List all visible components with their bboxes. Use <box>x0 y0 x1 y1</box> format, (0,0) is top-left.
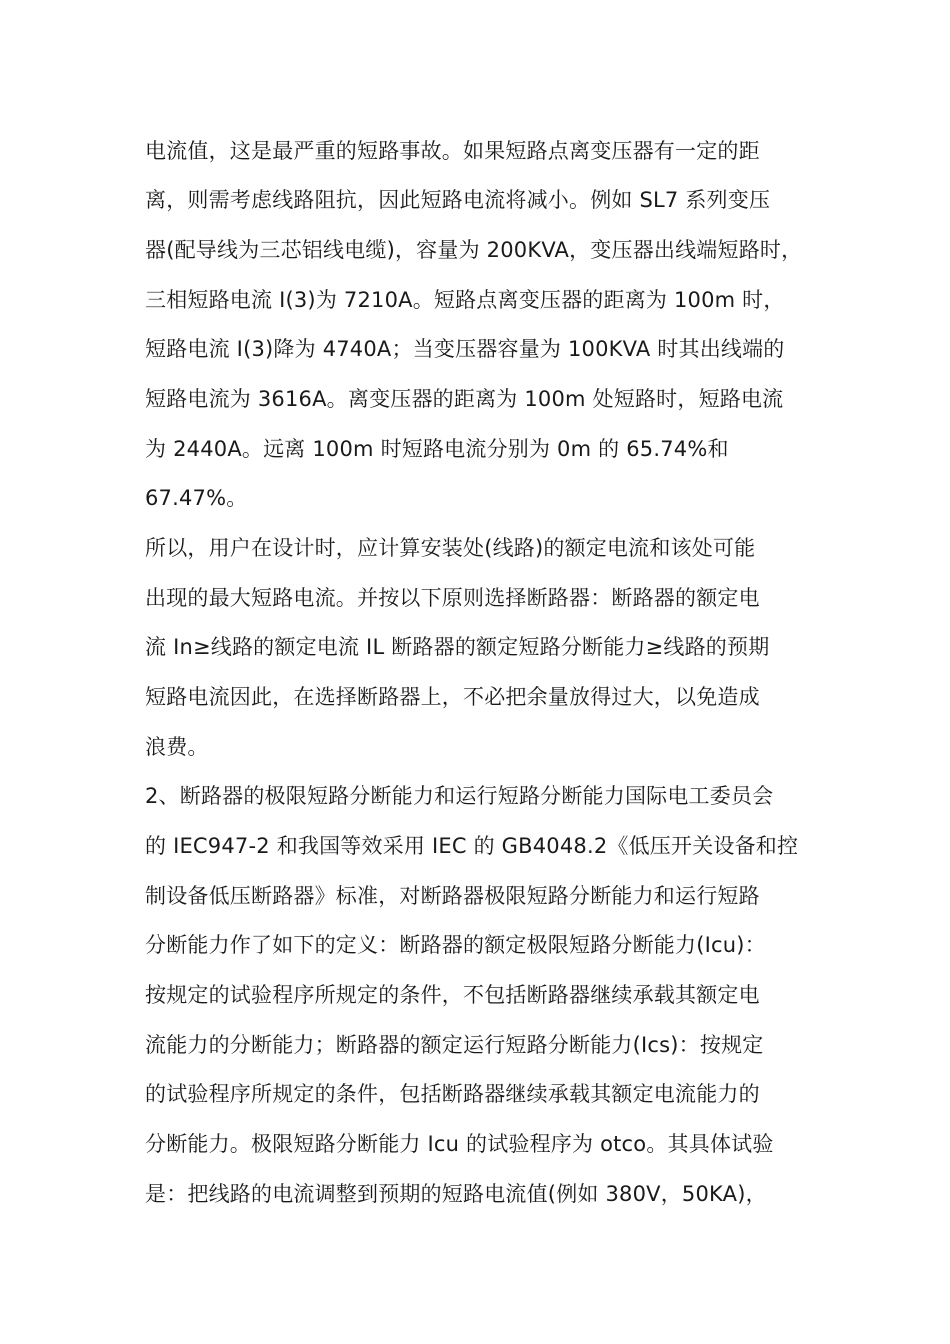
text-line: 是：把线路的电流调整到预期的短路电流值(例如 380V，50KA)， <box>145 1182 767 1206</box>
text-line: 流能力的分断能力；断路器的额定运行短路分断能力(Ics)：按规定 <box>145 1033 764 1057</box>
text-line: 的 IEC947-2 和我国等效采用 IEC 的 GB4048.2《低压开关设备和控 <box>145 834 799 858</box>
text-line: 流 In≥线路的额定电流 IL 断路器的额定短路分断能力≥线路的预期 <box>145 635 770 659</box>
text-line: 为 2440A。远离 100m 时短路电流分别为 0m 的 65.74%和 <box>145 437 729 461</box>
text-line: 短路电流 I(3)降为 4740A；当变压器容量为 100KVA 时其出线端的 <box>145 337 785 361</box>
text-line: 浪费。 <box>145 735 209 759</box>
text-line: 出现的最大短路电流。并按以下原则选择断路器：断路器的额定电 <box>145 586 760 610</box>
text-line: 三相短路电流 I(3)为 7210A。短路点离变压器的距离为 100m 时， <box>145 288 785 312</box>
text-line: 的试验程序所规定的条件，包括断路器继续承载其额定电流能力的 <box>145 1082 760 1106</box>
text-line: 分断能力作了如下的定义：断路器的额定极限短路分断能力(Icu)： <box>145 933 766 957</box>
text-line: 短路电流为 3616A。离变压器的距离为 100m 处短路时，短路电流 <box>145 387 784 411</box>
text-line: 分断能力。极限短路分断能力 Icu 的试验程序为 otco。其具体试验 <box>145 1132 774 1156</box>
text-line: 67.47%。 <box>145 486 248 510</box>
text-line: 离，则需考虑线路阻抗，因此短路电流将减小。例如 SL7 系列变压 <box>145 188 771 212</box>
text-line: 所以，用户在设计时，应计算安装处(线路)的额定电流和该处可能 <box>145 536 756 560</box>
text-line: 2、断路器的极限短路分断能力和运行短路分断能力国际电工委员会 <box>145 784 774 808</box>
text-line: 器(配导线为三芯铝线电缆)，容量为 200KVA，变压器出线端短路时， <box>145 238 803 262</box>
text-line: 短路电流因此，在选择断路器上，不必把余量放得过大，以免造成 <box>145 685 760 709</box>
text-line: 电流值，这是最严重的短路事故。如果短路点离变压器有一定的距 <box>145 139 760 163</box>
text-line: 按规定的试验程序所规定的条件，不包括断路器继续承载其额定电 <box>145 983 760 1007</box>
text-line: 制设备低压断路器》标准，对断路器极限短路分断能力和运行短路 <box>145 884 760 908</box>
